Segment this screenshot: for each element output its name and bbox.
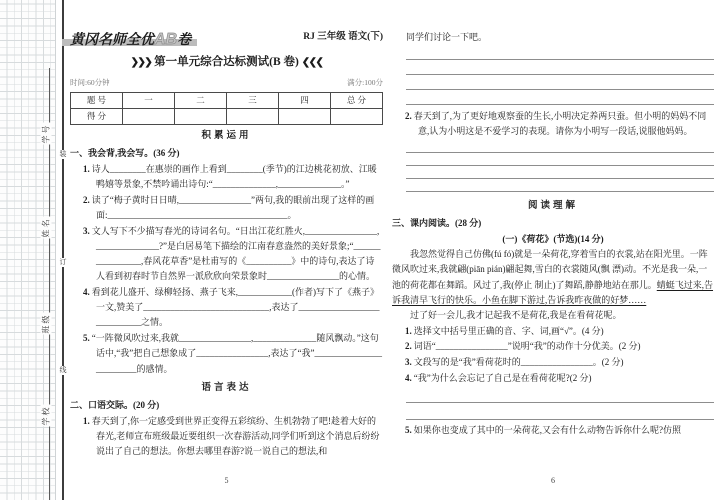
question-item — [70, 331, 383, 377]
answer-lines-group-1 — [406, 45, 714, 105]
score-header-cell: 题 号 — [71, 92, 123, 108]
answer-line — [406, 60, 714, 75]
logo-suffix-text: 卷 — [177, 31, 192, 47]
question-item — [392, 339, 714, 354]
answer-line — [406, 75, 714, 90]
class-label: 班级 — [41, 313, 51, 334]
question-item — [70, 162, 383, 192]
continuation-text: 同学们讨论一下吧。 — [406, 32, 488, 42]
binding-char-ding: 订 — [59, 258, 67, 266]
item-number: 2. — [83, 194, 90, 205]
item-number: 3. — [83, 225, 90, 236]
item-text: 看到花儿盛开、绿柳轻扬、燕子飞来,____________(作者)写下了《燕子》一文,赞美了____________________________,表达了____________________________之情。 — [91, 287, 380, 328]
score-table — [70, 92, 383, 125]
question-group-3-head: 三、课内阅读。(28 分) — [392, 217, 482, 228]
item-text: “我”为什么会忘记了自己是在看荷花呢?(2 分) — [413, 372, 592, 383]
reading-passage-title: (一)《荷花》(节选)(14 分) — [502, 234, 604, 245]
binding-char-xian: 线 — [59, 366, 67, 374]
test-title — [70, 55, 383, 70]
test-title-text: 第一单元综合达标测试(B 卷) — [151, 56, 302, 69]
item-number: 5. — [83, 333, 90, 344]
score-header-cell: 总 分 — [331, 92, 383, 108]
brand-logo — [70, 32, 191, 47]
question-item — [392, 109, 714, 139]
answer-line — [406, 90, 714, 105]
answer-line — [406, 166, 714, 179]
item-text: 词语“________________”说明“我”的动作十分优美。(2 分) — [413, 341, 641, 352]
score-header-cell: 三 — [227, 92, 279, 108]
score-header-cell: 四 — [279, 92, 331, 108]
answer-line — [406, 140, 714, 153]
answer-line — [406, 153, 714, 166]
question-item — [392, 355, 714, 370]
question-item — [70, 224, 383, 285]
binding-line — [62, 0, 64, 500]
student-name-label: 姓名 — [41, 217, 51, 238]
logo-main-text: 黄冈名师全优 — [70, 31, 154, 47]
answer-line — [406, 45, 714, 60]
reading-passage-paragraph-2: 过了好一会儿,我才记起我不是荷花,我是在看荷花呢。 — [410, 310, 622, 321]
item-number: 3. — [405, 357, 412, 368]
answer-line — [406, 386, 714, 403]
item-text: 如果你也变成了其中的一朵荷花,又会有什么动物告诉你什么呢?仿照 — [413, 425, 681, 436]
item-number: 2. — [405, 341, 412, 352]
item-text: 诗人________在惠崇的画作上看到________(季节)的江边桃花初放、江暖鸭嬉等景象,不禁吟诵出诗句:“______________,______________。” — [91, 163, 377, 190]
binding-margin-grid — [0, 0, 56, 500]
section-title-accumulation: 积累运用 — [201, 131, 252, 142]
score-empty-cell — [227, 108, 279, 124]
item-text: 春天到了,你一定感受到世界正变得五彩缤纷、生机勃勃了吧!趁着大好的春光,老师宣布班级最近要组织一次春游活动,同学们听到这个消息后纷纷说出了自己的想法。你想去哪里春游?说一说自己的想法,和 — [91, 415, 380, 457]
section-title-reading: 阅读理解 — [527, 200, 578, 211]
reading-passage — [392, 247, 714, 308]
answer-line — [406, 403, 714, 420]
title-arrows-right-icon: ❮❮❮ — [301, 57, 323, 69]
item-number: 5. — [405, 425, 412, 436]
score-empty-cell — [123, 108, 175, 124]
item-text: 读了“梅子黄时日日晴,________________”两句,我的眼前出现了这样的画面:________________________________________。 — [91, 194, 375, 221]
test-meta — [70, 75, 383, 90]
answer-lines-group-3 — [406, 386, 714, 420]
logo-ab-text: AB — [154, 31, 178, 48]
passage-text: 我忽然觉得自己仿佛(fú fó)就是一朵荷花,穿着雪白的衣裳,站在阳光里。一阵微风吹过来,我就翩(piān pián)翩起舞,雪白的衣裳随风(飘 漂)动。不光是我一朵,一池的荷花都在舞蹈。风过了,我(停止 制止)了舞蹈,静静地站在那儿。 — [392, 249, 708, 290]
answer-lines-group-2 — [406, 140, 714, 192]
question-item — [70, 193, 383, 223]
score-empty-cell — [331, 108, 383, 124]
item-text: 春天到了,为了更好地观察蚕的生长,小明决定养两只蚕。但小明的妈妈不同意,认为小明这是不爱学习的表现。请你为小明写一段话,说服他妈妈。 — [413, 111, 707, 137]
score-header-cell: 二 — [175, 92, 227, 108]
item-number: 1. — [83, 415, 90, 426]
question-item — [70, 285, 383, 331]
page-number-left: 5 — [224, 475, 229, 485]
time-limit: 时间:60分钟 — [70, 78, 110, 88]
school-label: 学校 — [41, 405, 51, 426]
edition-label: RJ 三年级 语文(下) — [303, 32, 383, 42]
score-table-header-row — [71, 92, 383, 108]
page-header — [70, 30, 383, 47]
item-text: 文段写的是“我”看荷花时的________________。(2 分) — [413, 357, 624, 368]
item-number: 2. — [405, 111, 412, 122]
question-item — [70, 414, 383, 460]
question-group-1-head: 一、我会背,我会写。(36 分) — [70, 148, 180, 159]
title-arrows-left-icon: ❯❯❯ — [130, 57, 152, 69]
item-number: 4. — [83, 287, 90, 298]
passage-underlined-text: 蜻蜓飞过来,告诉我清早飞行的快乐。小鱼在脚下游过,告诉我昨夜做的好梦…… — [392, 279, 714, 305]
question-item — [392, 371, 714, 386]
page-number-right: 6 — [551, 475, 555, 485]
page-right — [392, 0, 714, 500]
item-text: 文人写下不少描写春光的诗词名句。“日出江花红胜火,________________,______________?”是白居易笔下描绘的江南春意盎然的美好景象;“________________,春风花草香”是杜甫写的《__________》中的诗句,表达了诗人看到初春时节自然界一派欣欣向荣景象时________________的心情。 — [91, 225, 381, 282]
answer-line — [406, 179, 714, 192]
score-row-label: 得 分 — [71, 108, 123, 124]
question-item — [392, 324, 714, 339]
score-header-cell: 一 — [123, 92, 175, 108]
item-number: 4. — [405, 372, 412, 383]
score-empty-cell — [279, 108, 331, 124]
full-score: 满分:100分 — [347, 78, 383, 88]
item-number: 1. — [83, 163, 90, 174]
item-text: 选择文中括号里正确的音、字、词,画“√”。(4 分) — [413, 325, 604, 336]
item-text: “一阵微风吹过来,我就________________,______________随风飘动。”这句话中,“我”把自己想象成了________________,表达了“我”________________________的感情。 — [91, 333, 382, 374]
page-left — [70, 0, 383, 500]
question-group-2-head: 二、口语交际。(20 分) — [70, 399, 160, 410]
student-number-label: 学号 — [41, 123, 51, 144]
question-item — [392, 423, 714, 438]
section-title-expression: 语言表达 — [201, 382, 252, 393]
item-number: 1. — [405, 325, 412, 336]
score-table-score-row — [71, 108, 383, 124]
score-empty-cell — [175, 108, 227, 124]
binding-char-zhuang: 装 — [59, 150, 67, 158]
